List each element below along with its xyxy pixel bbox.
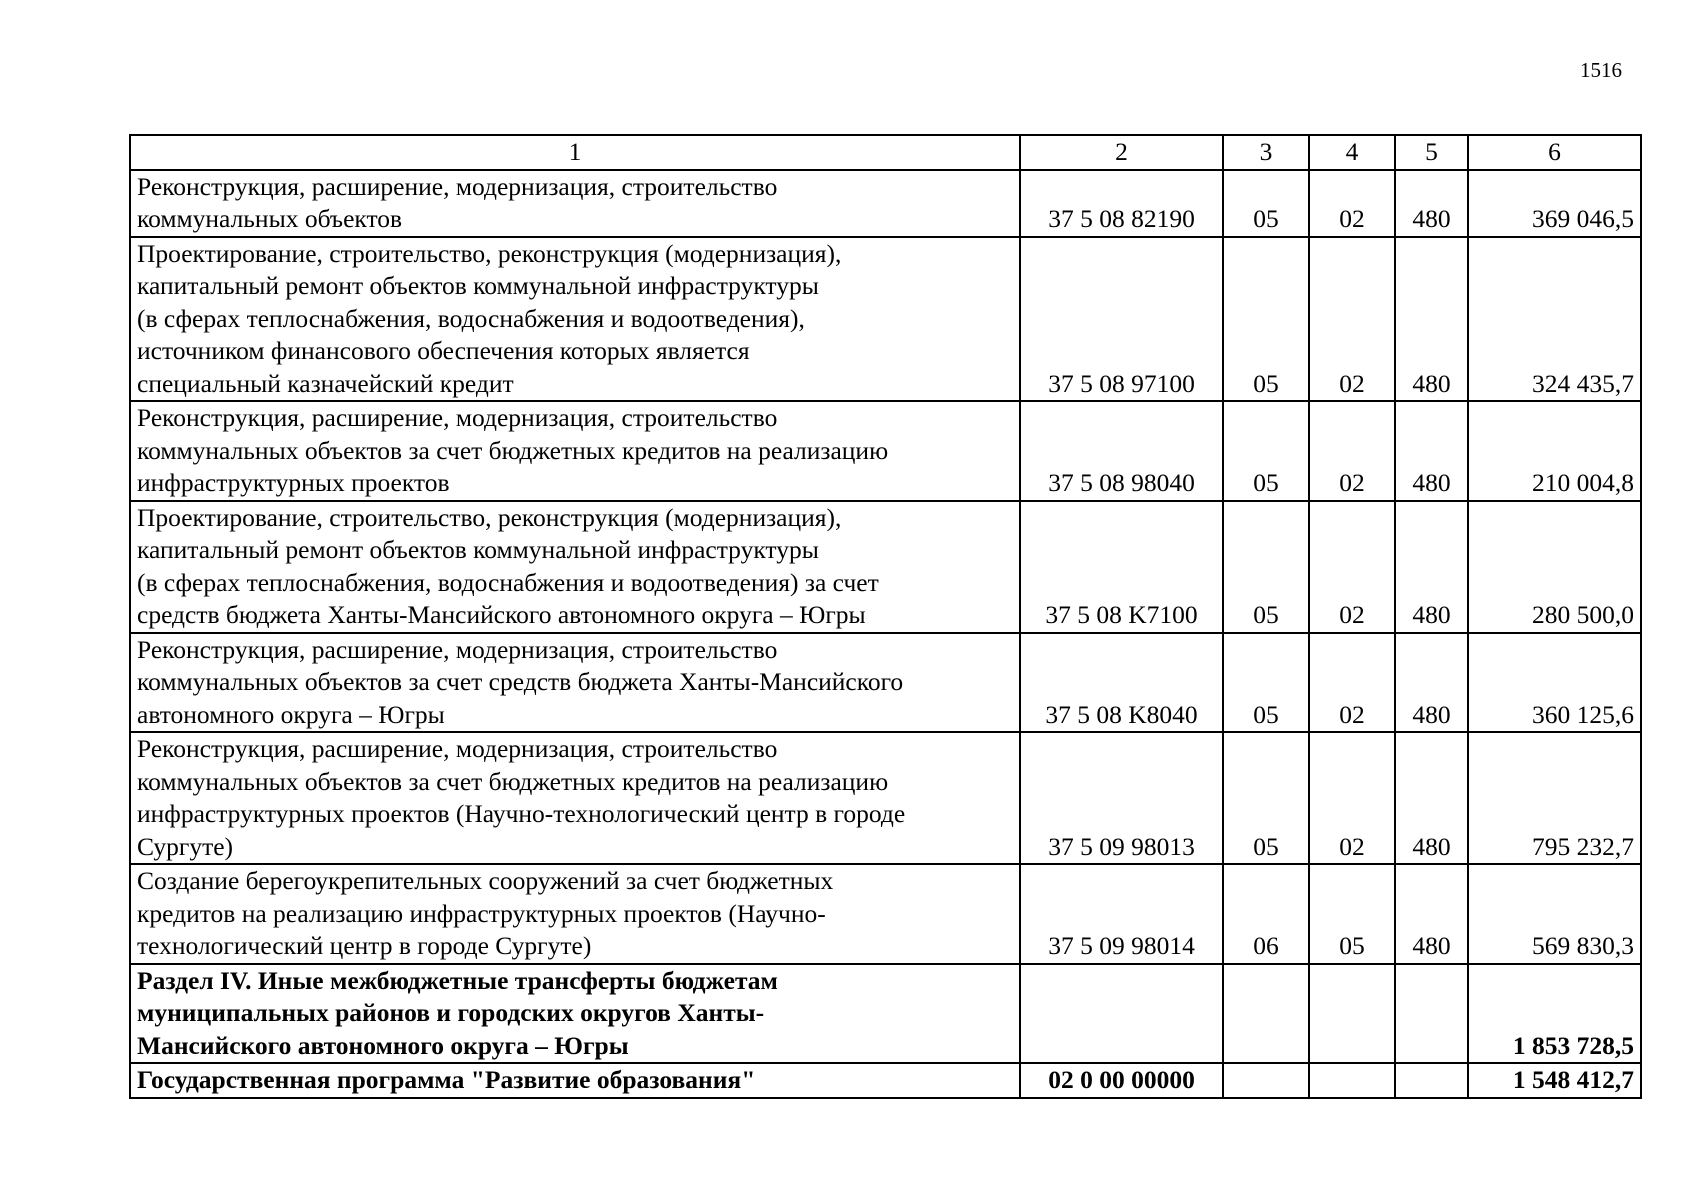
row-section-code: 05 [1223,501,1309,633]
table-row [130,1063,1641,1098]
row-expense-type [1395,1063,1468,1098]
row-name-line: (в сферах теплоснабжения, водоснабжения и водоотведения), [137,303,805,333]
row-target-code: 37 5 08 K8040 [1020,633,1223,733]
row-section-code: 05 [1223,633,1309,733]
row-name-line: Сургуте) [137,831,234,861]
row-sum: 280 500,0 [1468,501,1641,633]
row-sum: 369 046,5 [1468,170,1641,237]
header-row [130,135,1641,170]
row-sum: 795 232,7 [1468,732,1641,864]
row-section-code: 05 [1223,237,1309,402]
row-name [130,964,1020,1064]
table-body [130,170,1641,1098]
row-sum: 1 853 728,5 [1468,964,1641,1064]
row-name-line: коммунальных объектов [137,204,403,233]
row-subsection-code: 02 [1309,237,1395,402]
row-expense-type: 480 [1395,732,1468,864]
row-name-line: источником финансового обеспечения которых является [137,336,750,365]
row-name [130,401,1020,501]
row-name-line: Раздел IV. Иные межбюджетные трансферты бюджетам [137,965,778,995]
row-name-line: капитальный ремонт объектов коммунальной инфраструктуры [137,271,819,300]
row-section-code [1223,964,1309,1064]
row-name-line: Реконструкция, расширение, модернизация, строительство [137,403,778,432]
row-name [130,501,1020,633]
row-section-code: 05 [1223,170,1309,237]
row-name-line: Мансийского автономного округа – Югры [137,1030,629,1060]
budget-table [129,134,1642,1099]
row-name-line: (в сферах теплоснабжения, водоснабжения и водоотведения) за счет [137,567,879,597]
row-target-code: 37 5 09 98013 [1020,732,1223,864]
header-col-5: 5 [1395,135,1468,170]
row-target-code: 02 0 00 00000 [1020,1063,1223,1098]
row-name-line: инфраструктурных проектов [137,468,450,497]
page-number: 1516 [1580,58,1622,82]
row-name-line: Реконструкция, расширение, модернизация, строительство [137,171,778,201]
row-target-code: 37 5 08 97100 [1020,237,1223,402]
row-subsection-code: 02 [1309,170,1395,237]
row-subsection-code: 02 [1309,501,1395,633]
row-expense-type: 480 [1395,237,1468,402]
row-sum: 569 830,3 [1468,864,1641,964]
header-col-2: 2 [1020,135,1223,170]
row-name [130,864,1020,964]
row-name-line: технологический центр в городе Сургуте) [137,931,592,960]
table-row [130,964,1641,1064]
row-target-code [1020,964,1223,1064]
row-subsection-code: 02 [1309,633,1395,733]
row-name-line: кредитов на реализацию инфраструктурных проектов (Научно- [137,898,826,928]
row-subsection-code: 02 [1309,401,1395,501]
header-col-3: 3 [1223,135,1309,170]
row-expense-type: 480 [1395,864,1468,964]
row-subsection-code [1309,1063,1395,1098]
row-name-line: инфраструктурных проектов (Научно-технологический центр в городе [137,799,906,828]
row-sum: 360 125,6 [1468,633,1641,733]
header-col-1: 1 [130,135,1020,170]
row-target-code: 37 5 08 K7100 [1020,501,1223,633]
table-row [130,237,1641,402]
row-name-line: специальный казначейский кредит [137,368,514,398]
row-name-line: Государственная программа "Развитие образования" [137,1065,756,1094]
row-name-line: Реконструкция, расширение, модернизация, строительство [137,634,778,664]
row-expense-type: 480 [1395,401,1468,501]
row-subsection-code [1309,964,1395,1064]
row-expense-type: 480 [1395,633,1468,733]
table-header [130,135,1641,170]
row-expense-type: 480 [1395,170,1468,237]
row-subsection-code: 05 [1309,864,1395,964]
row-name-line: капитальный ремонт объектов коммунальной инфраструктуры [137,535,819,564]
row-section-code: 05 [1223,732,1309,864]
row-name-line: Создание берегоукрепительных сооружений за счет бюджетных [137,866,834,895]
table-row [130,501,1641,633]
row-section-code [1223,1063,1309,1098]
row-section-code: 05 [1223,401,1309,501]
row-expense-type [1395,964,1468,1064]
row-name [130,1063,1020,1098]
row-name-line: средств бюджета Ханты-Мансийского автономного округа – Югры [137,600,866,629]
row-name [130,170,1020,237]
row-target-code: 37 5 08 82190 [1020,170,1223,237]
row-sum: 210 004,8 [1468,401,1641,501]
row-name-line: автономного округа – Югры [137,699,445,729]
row-name-line: Проектирование, строительство, реконструкция (модернизация), [137,238,842,268]
row-name-line: коммунальных объектов за счет бюджетных кредитов на реализацию [137,766,889,796]
row-name-line: Реконструкция, расширение, модернизация, строительство [137,734,778,763]
table-row [130,732,1641,864]
row-name-line: Проектирование, строительство, реконструкция (модернизация), [137,502,842,532]
table-row [130,170,1641,237]
header-col-6: 6 [1468,135,1641,170]
row-section-code: 06 [1223,864,1309,964]
row-name [130,237,1020,402]
row-sum: 324 435,7 [1468,237,1641,402]
table-row [130,401,1641,501]
header-col-4: 4 [1309,135,1395,170]
row-target-code: 37 5 09 98014 [1020,864,1223,964]
table-row [130,864,1641,964]
row-name-line: коммунальных объектов за счет бюджетных кредитов на реализацию [137,435,889,465]
row-sum: 1 548 412,7 [1468,1063,1641,1098]
row-name [130,732,1020,864]
row-subsection-code: 02 [1309,732,1395,864]
row-name-line: муниципальных районов и городских округов Ханты- [137,998,765,1027]
row-name [130,633,1020,733]
table-row [130,633,1641,733]
row-expense-type: 480 [1395,501,1468,633]
row-name-line: коммунальных объектов за счет средств бюджета Ханты-Мансийского [137,667,904,696]
row-target-code: 37 5 08 98040 [1020,401,1223,501]
